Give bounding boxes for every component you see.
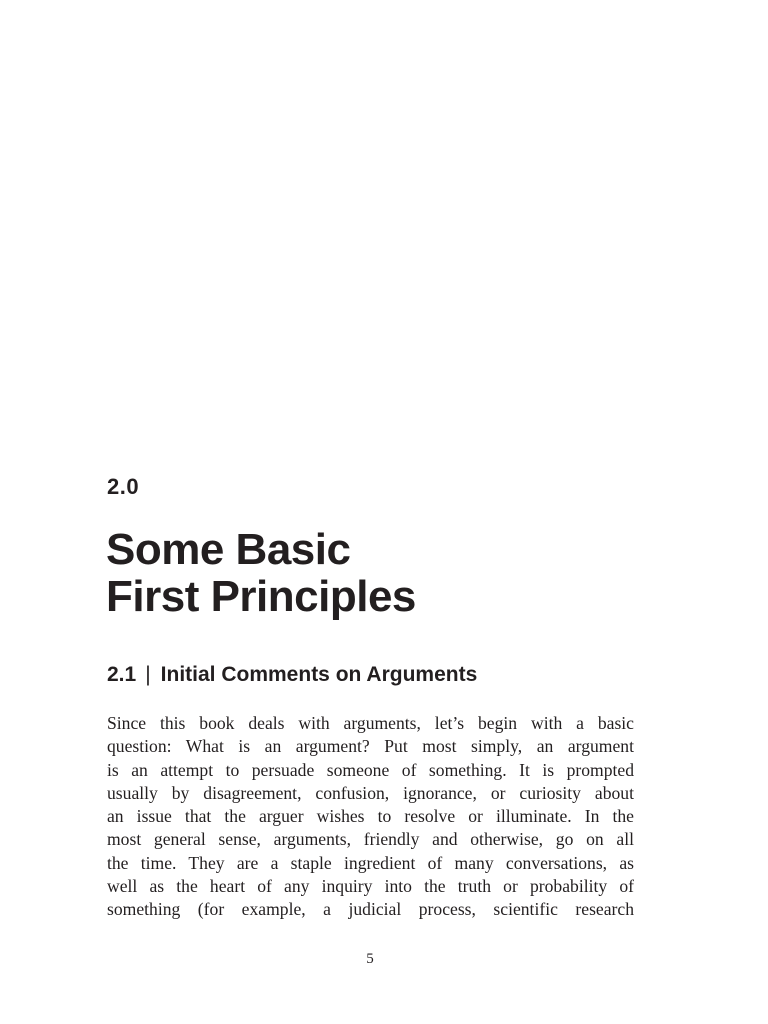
- page-number: 5: [366, 951, 374, 967]
- chapter-title-line-1: Some Basic: [106, 525, 351, 574]
- body-line: an issue that the arguer wishes to resolve or illuminate. In the: [107, 806, 634, 827]
- section-title: Initial Comments on Arguments: [160, 663, 478, 686]
- body-line: well as the heart of any inquiry into the truth or probability of: [107, 876, 634, 897]
- body-line: the time. They are a staple ingredient of many conversations, as: [107, 852, 634, 873]
- body-line: is an attempt to persuade someone of something. It is prompted: [107, 759, 634, 780]
- chapter-number: 2.0: [107, 474, 140, 499]
- section-number: 2.1: [107, 663, 137, 686]
- section-heading: [107, 661, 667, 689]
- body-line: usually by disagreement, confusion, ignorance, or curiosity about: [107, 782, 634, 803]
- body-line: question: What is an argument? Put most simply, an argument: [107, 736, 634, 757]
- body-line: most general sense, arguments, friendly and otherwise, go on all: [107, 829, 634, 850]
- chapter-title: [106, 526, 666, 620]
- body-paragraph: [107, 712, 634, 922]
- body-line: something (for example, a judicial process, scientific research: [107, 899, 634, 920]
- section-separator: |: [145, 663, 151, 686]
- body-line: Since this book deals with arguments, let’s begin with a basic: [107, 713, 634, 733]
- chapter-title-line-2: First Principles: [106, 572, 416, 621]
